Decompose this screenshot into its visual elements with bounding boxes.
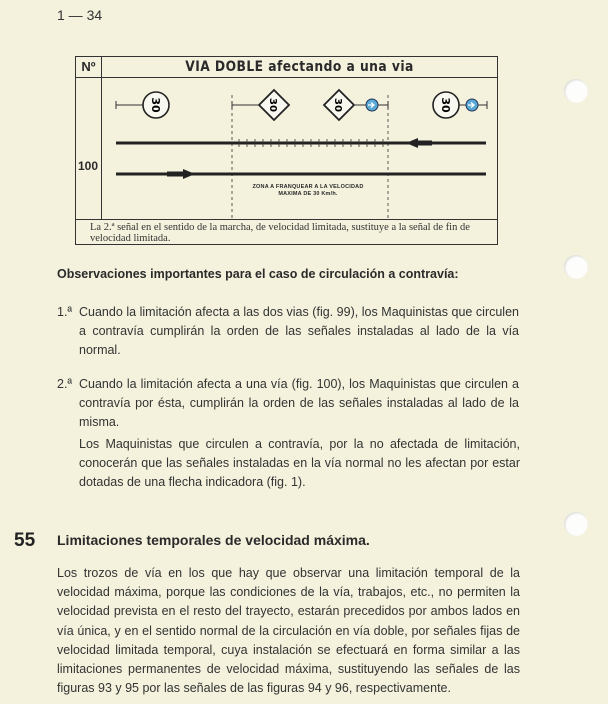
svg-text:30: 30	[439, 97, 452, 113]
observations-title: Observaciones importantes para el caso de circulación a contravía:	[57, 267, 459, 281]
speed-limit-diamond-sign-icon	[232, 90, 289, 120]
figure-caption: La 2.ª señal en el sentido de la marcha, de velocidad limitada, sustituye a la señal de fin de velocidad limitada.	[76, 219, 497, 244]
item-text: Cuando la limitación afecta a una vía (fig. 100), los Maquinistas que circulen a contravía por ésta, cumplirán la orden de las señales instaladas al lado de la misma.	[79, 377, 519, 429]
svg-text:30: 30	[267, 98, 278, 112]
figure-100	[75, 56, 498, 245]
direction-arrow-right-icon	[183, 169, 195, 179]
item-number: 1.ª	[57, 305, 73, 319]
binder-hole	[564, 79, 588, 103]
page-number: 1 — 34	[57, 7, 103, 23]
direction-arrow-left-icon	[406, 138, 418, 148]
binder-hole	[564, 512, 588, 536]
svg-text:30: 30	[149, 97, 162, 113]
item-number: 2.ª	[57, 377, 73, 391]
figure-number: 100	[78, 159, 99, 173]
speed-limit-circle-arrow-sign-icon	[433, 92, 487, 118]
section-title: Limitaciones temporales de velocidad máxima.	[57, 532, 370, 548]
zone-label: ZONA A FRANQUEAR A LA VELOCIDAD MAXIMA DE 30 Km/h.	[252, 184, 364, 197]
speed-limit-diamond-arrow-sign-icon	[324, 90, 388, 120]
item-text: Cuando la limitación afecta a las dos vias (fig. 99), los Maquinistas que circulen a contravía cumplirán la orden de las señales instaladas al lado de la vía normal.	[79, 305, 519, 357]
section-body: Los trozos de vía en los que hay que observar una limitación temporal de la velocidad máxima, porque las condiciones de la vía, trabajos, etc., no permiten la velocidad prevista en el resto del trayecto, estarán precedidos por ambos lados en vía única, y en el sentido normal de la circulación en vía doble, por señales fijas de velocidad limitada temporal, cuya instalación se efectuará en forma similar a las limitaciones permanentes de velocidad máxima, sustituyendo las señales de las figuras 93 y 95 por las señales de las figuras 94 y 96, respectivamente.	[57, 566, 520, 696]
svg-text:30: 30	[332, 98, 343, 112]
figure-header	[76, 57, 497, 78]
observation-extra: Los Maquinistas que circulen a contravía, por la no afectada de limitación, conocerán que las señales instaladas en la vía normal no les afectan por estar dotadas de una flecha indicadora (fig. 1).	[79, 437, 520, 489]
speed-limit-circle-sign-icon	[116, 92, 169, 118]
figure-title: VIA DOBLE afectando a una via	[185, 59, 414, 75]
binder-hole	[564, 255, 588, 279]
section-number: 55	[14, 530, 36, 551]
figure-no-label: Nº	[76, 57, 102, 77]
figure-number-column	[76, 77, 102, 219]
